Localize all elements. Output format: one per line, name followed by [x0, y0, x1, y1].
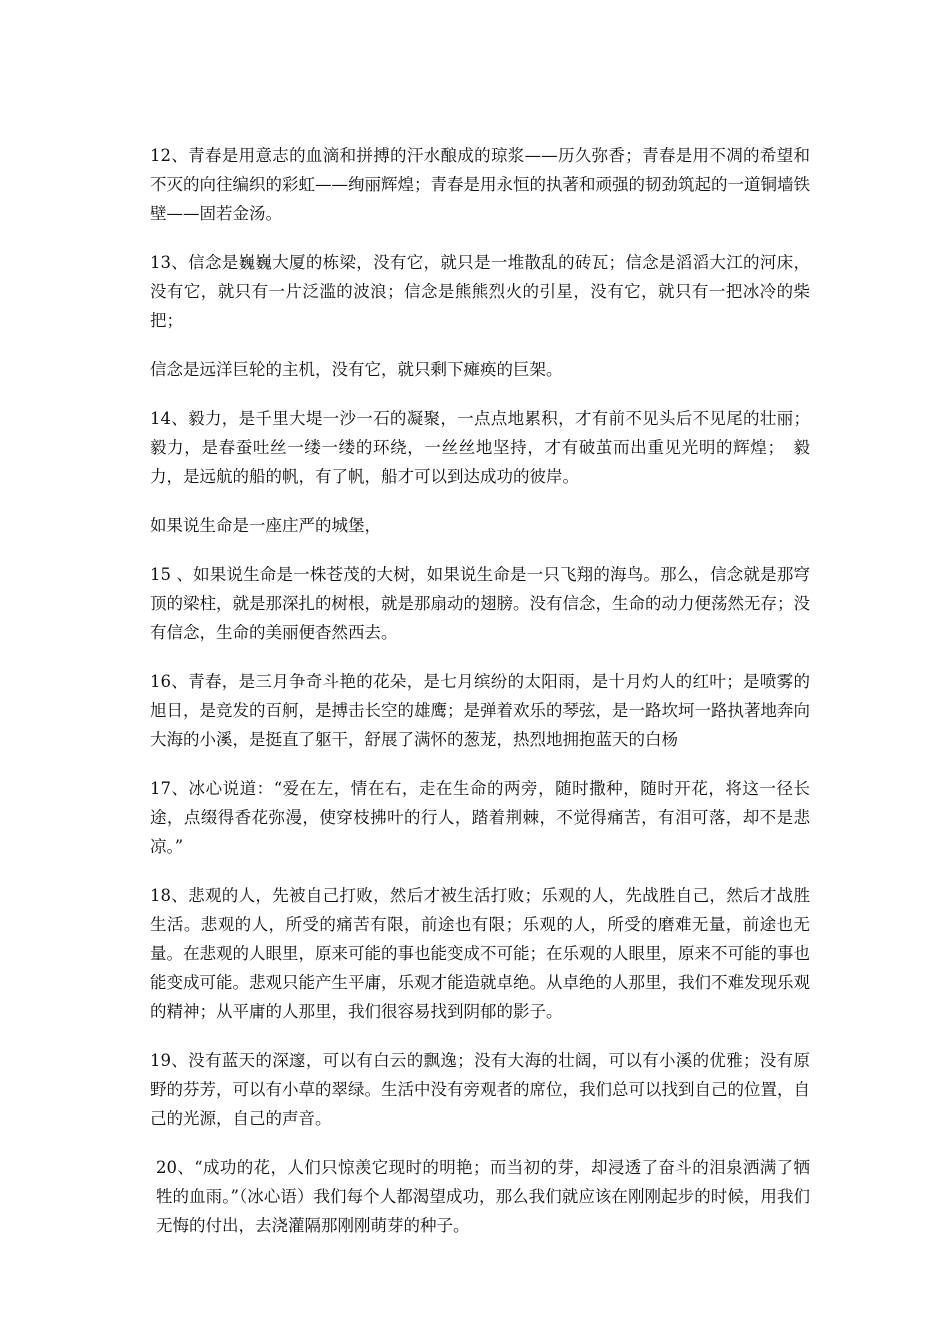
paragraph-18: 18、悲观的人，先被自己打败，然后才被生活打败；乐观的人，先战胜自己，然后才战胜生活。悲观的人，所受的痛苦有限，前途也有限；乐观的人，所受的磨难无量，前途也无量。在悲观的人眼里，原来可能的事也能变成不可能；在乐观的人眼里，原来不可能的事也能变成可能。悲观只能产生平庸，乐观才能造就卓绝。从卓绝的人那里，我们不难发现乐观的精神；从平庸的人那里，我们很容易找到阴郁的影子。: [150, 886, 810, 1021]
paragraph-14: 14、毅力，是千里大堤一沙一石的凝聚，一点点地累积，才有前不见头后不见尾的壮丽；毅力，是春蚕吐丝一缕一缕的环绕，一丝丝地坚持，才有破茧而出重见光明的辉煌； 毅力，是远航的船的帆，有了帆，船才可以到达成功的彼岸。: [150, 409, 810, 486]
paragraph-19: 19、没有蓝天的深邃，可以有白云的飘逸；没有大海的壮阔，可以有小溪的优雅；没有原野的芬芳，可以有小草的翠绿。生活中没有旁观者的席位，我们总可以找到自己的位置，自己的光源，自己的声音。: [150, 1051, 810, 1128]
paragraph-20: 20、“成功的花，人们只惊羡它现时的明艳；而当初的芽，却浸透了奋斗的泪泉洒满了牺牲的血雨。”（冰心语）我们每个人都渴望成功，那么我们就应该在刚刚起步的时候，用我们无悔的付出，去浇灌隔那刚刚萌芽的种子。: [156, 1158, 810, 1235]
paragraph-16: 16、青春，是三月争奇斗艳的花朵，是七月缤纷的太阳雨，是十月灼人的红叶；是喷雾的旭日，是竞发的百舸，是搏击长空的雄鹰；是弹着欢乐的琴弦，是一路坎坷一路执著地奔向大海的小溪，是挺直了躯干，舒展了满怀的葱茏，热烈地拥抱蓝天的白杨: [150, 672, 810, 749]
paragraph-13: 13、信念是巍巍大厦的栋梁，没有它，就只是一堆散乱的砖瓦；信念是滔滔大江的河床，没有它，就只有一片泛滥的波浪；信念是熊熊烈火的引星，没有它，就只有一把冰冷的柴把；: [150, 253, 810, 330]
paragraph-15: 15 、如果说生命是一株苍茂的大树，如果说生命是一只飞翔的海鸟。那么，信念就是那穹顶的梁柱，就是那深扎的树根，就是那扇动的翅膀。没有信念，生命的动力便荡然无存；没有信念，生命的美丽便杳然西去。: [150, 565, 810, 642]
paragraph-15-intro: 如果说生命是一座庄严的城堡，: [150, 516, 381, 535]
paragraph-13-continued: 信念是远洋巨轮的主机，没有它，就只剩下瘫痪的巨架。: [150, 360, 563, 379]
paragraph-17: 17、冰心说道：“爱在左，情在右，走在生命的两旁，随时撒种，随时开花，将这一径长途，点缀得香花弥漫，使穿枝拂叶的行人，踏着荆棘，不觉得痛苦，有泪可落，却不是悲凉。”: [150, 779, 810, 856]
paragraph-12: 12、青春是用意志的血滴和拼搏的汗水酿成的琼浆——历久弥香；青春是用不凋的希望和不灭的向往编织的彩虹——绚丽辉煌；青春是用永恒的执著和顽强的韧劲筑起的一道铜墙铁壁——固若金汤。: [150, 146, 810, 223]
